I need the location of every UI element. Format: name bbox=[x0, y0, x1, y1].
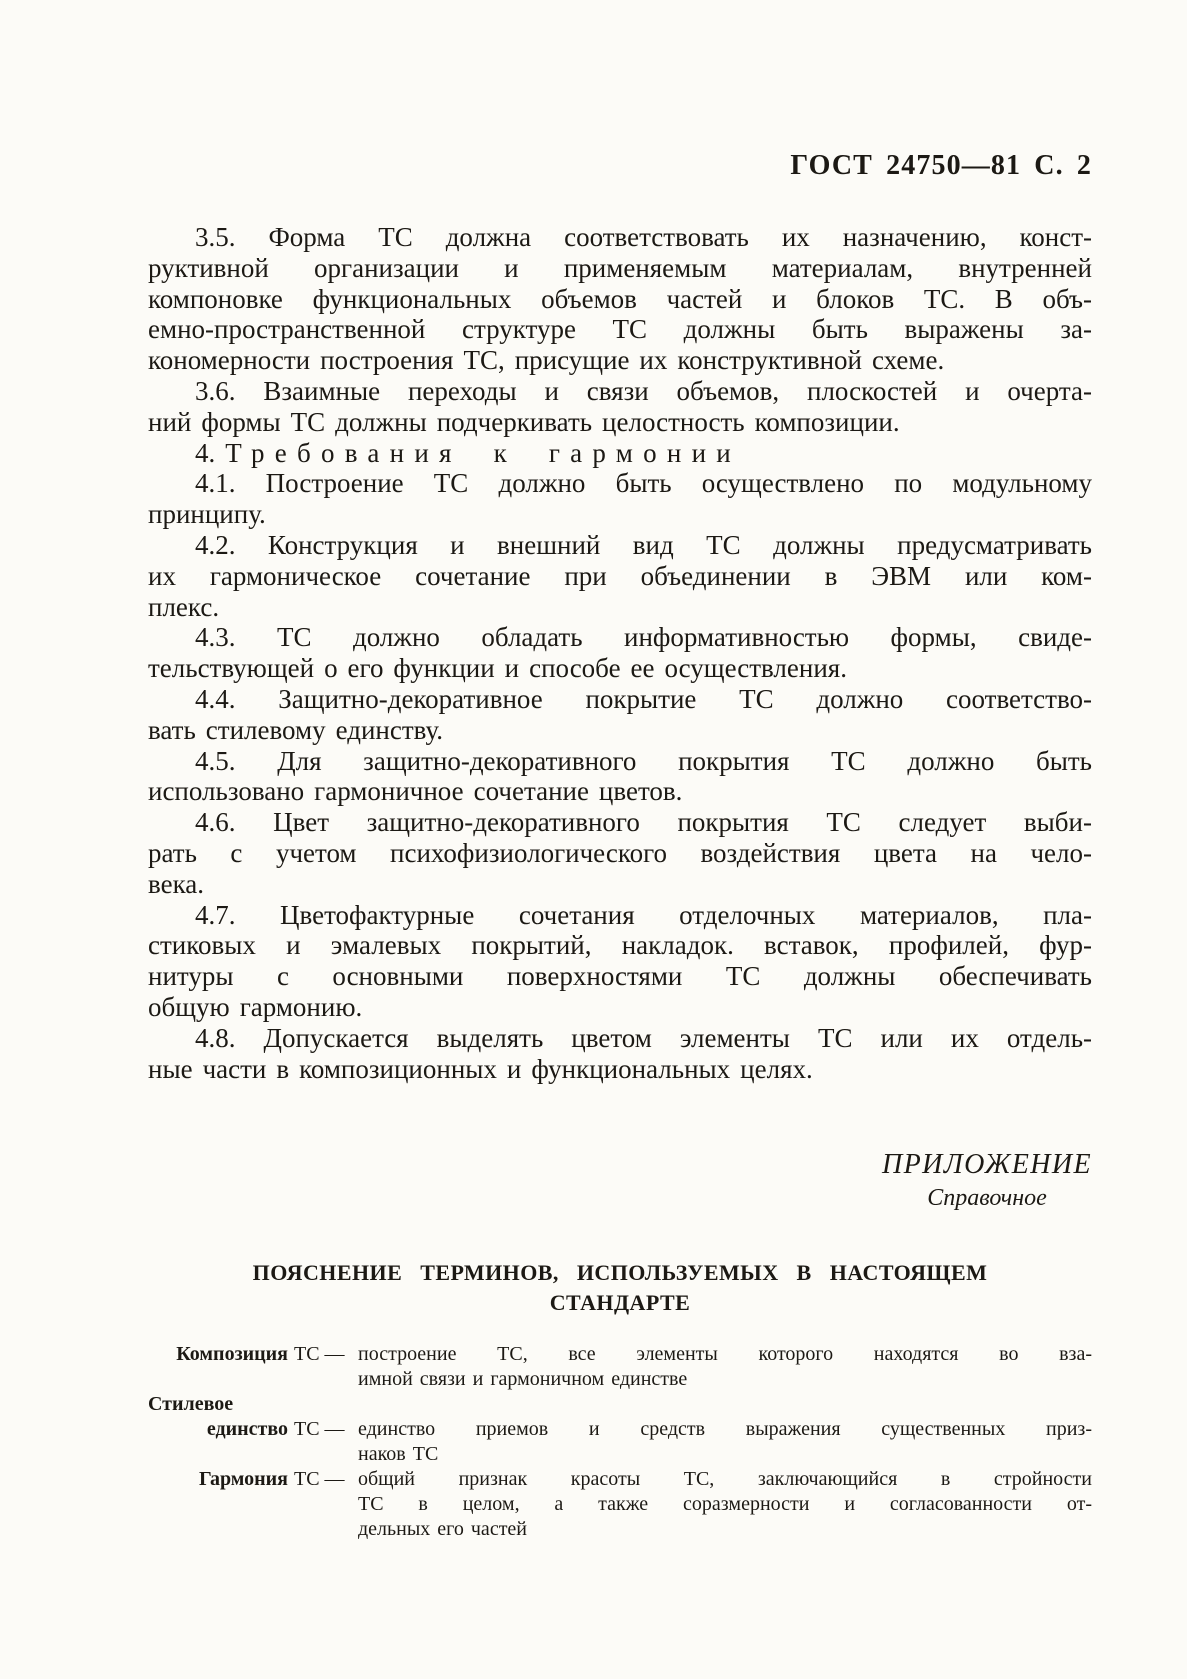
term-name: Композиция bbox=[176, 1343, 288, 1366]
text-line: построение ТС, все элементы которого находятся во вза- bbox=[358, 1343, 1092, 1366]
term-subject: ТС — bbox=[294, 1468, 345, 1491]
paragraph-4-5 bbox=[148, 746, 1092, 808]
text-line: кономерности построения ТС, присущие их конструктивной схеме. bbox=[148, 345, 945, 376]
text-line: плекс. bbox=[148, 591, 220, 622]
text-line: вать стилевому единству. bbox=[148, 714, 444, 745]
text-line: 4.2. Конструкция и внешний вид ТС должны предусматривать bbox=[195, 529, 1092, 560]
section-heading-4 bbox=[148, 438, 1092, 469]
text-line: рать с учетом психофизиологического воздействия цвета на чело- bbox=[148, 837, 1092, 868]
paragraph-4-6 bbox=[148, 807, 1092, 899]
paragraph-3-6 bbox=[148, 376, 1092, 438]
paragraph-4-8 bbox=[148, 1023, 1092, 1085]
text-line: 4.1. Построение ТС должно быть осуществлено по модульному bbox=[195, 468, 1092, 499]
section-title: Требования к гармонии bbox=[225, 437, 741, 468]
paragraph-3-5 bbox=[148, 222, 1092, 376]
text-line: 4.3. ТС должно обладать информативностью формы, свиде- bbox=[195, 622, 1092, 653]
text-line: их гармоническое сочетание при объединении в ЭВМ или ком- bbox=[148, 560, 1092, 591]
appendix-title-line: ПОЯСНЕНИЕ ТЕРМИНОВ, ИСПОЛЬЗУЕМЫХ В НАСТОЯЩЕМ bbox=[252, 1260, 988, 1286]
text-line: ные части в композиционных и функциональных целях. bbox=[148, 1053, 813, 1084]
text-line: нитуры с основными поверхностями ТС должны обеспечивать bbox=[148, 961, 1092, 992]
text-line: тельствующей о его функции и способе ее осуществления. bbox=[148, 653, 847, 684]
text-line: 4.5. Для защитно-декоративного покрытия ТС должно быть bbox=[195, 745, 1092, 776]
term-definition bbox=[358, 1342, 1092, 1392]
paragraph-4-4 bbox=[148, 684, 1092, 746]
text-line: использовано гармоничное сочетание цветов. bbox=[148, 776, 683, 807]
appendix-title-line: СТАНДАРТЕ bbox=[549, 1290, 691, 1316]
term-entry-style-unity bbox=[148, 1392, 1092, 1467]
text-line: 4.4. Защитно-декоративное покрытие ТС должно соответство- bbox=[195, 683, 1092, 714]
text-line: принципу. bbox=[148, 499, 266, 530]
term-definition bbox=[358, 1392, 1092, 1467]
paragraph-4-2 bbox=[148, 530, 1092, 622]
paragraph-4-1 bbox=[148, 468, 1092, 530]
text-line: имной связи и гармоничном единстве bbox=[358, 1368, 688, 1391]
text-line: наков ТС bbox=[358, 1443, 439, 1466]
term-name-main: единство bbox=[206, 1418, 288, 1441]
term-name-prefix: Стилевое bbox=[148, 1393, 234, 1416]
text-line: 4.6. Цвет защитно-декоративного покрытия ТС следует выби- bbox=[195, 807, 1092, 838]
document-body bbox=[148, 222, 1092, 1084]
appendix-type-label: Справочное bbox=[927, 1185, 1047, 1212]
text-line: стиковых и эмалевых покрытий, накладок. вставок, профилей, фур- bbox=[148, 930, 1092, 961]
text-line: общую гармонию. bbox=[148, 991, 363, 1022]
text-line: руктивной организации и применяемым материалам, внутренней bbox=[148, 252, 1092, 283]
terms-list bbox=[148, 1342, 1092, 1542]
text-line: века. bbox=[148, 868, 205, 899]
text-line: 4.8. Допускается выделять цветом элементы ТС или их отдель- bbox=[195, 1022, 1092, 1053]
paragraph-4-3 bbox=[148, 622, 1092, 684]
text-line: общий признак красоты ТС, заключающийся в стройности bbox=[358, 1468, 1092, 1491]
text-line: ний формы ТС должны подчеркивать целостность композиции. bbox=[148, 406, 900, 437]
term-name: Гармония bbox=[198, 1468, 288, 1491]
text-line: емно-пространственной структуре ТС должны быть выражены за- bbox=[148, 314, 1092, 345]
text-line: компоновке функциональных объемов частей и блоков ТС. В объ- bbox=[148, 283, 1092, 314]
text-line: единство приемов и средств выражения существенных приз- bbox=[358, 1418, 1092, 1441]
text-line: 3.6. Взаимные переходы и связи объемов, плоскостей и очерта- bbox=[195, 375, 1092, 406]
term-entry-harmony bbox=[148, 1467, 1092, 1542]
term-subject: ТС — bbox=[294, 1418, 345, 1441]
appendix-label-block bbox=[882, 1148, 1092, 1214]
text-line: дельных его частей bbox=[358, 1518, 528, 1541]
text-line: 3.5. Форма ТС должна соответствовать их назначению, конст- bbox=[195, 222, 1092, 252]
term-definition bbox=[358, 1467, 1092, 1542]
appendix-title bbox=[148, 1258, 1092, 1318]
page-header-gost-number: ГОСТ 24750—81 С. 2 bbox=[790, 150, 1092, 181]
term-name bbox=[148, 1392, 288, 1467]
term-subject: ТС — bbox=[294, 1343, 345, 1366]
section-number: 4. bbox=[195, 437, 216, 468]
appendix-label: ПРИЛОЖЕНИЕ bbox=[882, 1149, 1092, 1181]
text-line: ТС в целом, а также соразмерности и согласованности от- bbox=[358, 1493, 1092, 1516]
term-entry-composition bbox=[148, 1342, 1092, 1392]
text-line: 4.7. Цветофактурные сочетания отделочных материалов, пла- bbox=[195, 899, 1092, 930]
paragraph-4-7 bbox=[148, 900, 1092, 1023]
